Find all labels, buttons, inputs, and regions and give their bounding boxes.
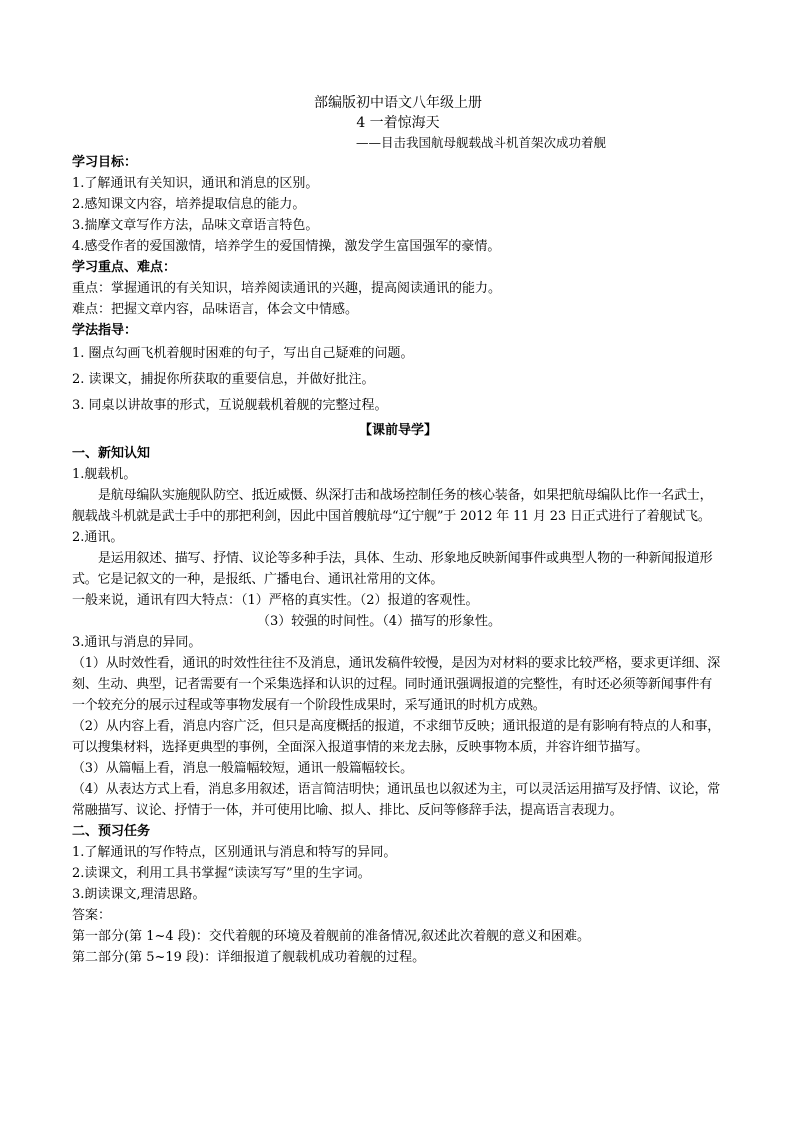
item1-text: 是航母编队实施舰队防空、抵近威慑、纵深打击和战场控制任务的核心装备，如果把航母编队比作一名武士，舰载战斗机就是武士手中的那把利剑，因此中国首艘航母“辽宁舰”于 2012 年 11 月 23 日正式进行了着舰试飞。 (72, 488, 713, 524)
method-item: 1. 圈点勾画飞机着舰时困难的句子，写出自己疑难的问题。 (72, 346, 414, 361)
goal-item: 2.感知课文内容，培养提取信息的能力。 (72, 197, 306, 212)
preview-title: 【课前导学】 (358, 423, 437, 438)
item2-title: 2.通讯。 (72, 530, 124, 545)
section1-heading: 一、新知认知 (72, 446, 151, 461)
item2-text: 是运用叙述、描写、抒情、议论等多种手法，具体、生动、形象地反映新闻事件或典型人物的一种新闻报道形式。它是记叙文的一种，是报纸、广播电台、通讯社常用的文体。 (72, 551, 713, 587)
item1-title: 1.舰载机。 (72, 467, 137, 482)
goals-heading: 学习目标： (72, 155, 138, 170)
diff-paragraph: （3）从篇幅上看，消息一般篇幅较短，通讯一般篇幅较长。 (72, 761, 413, 776)
method-heading: 学法指导： (72, 323, 138, 338)
lesson-subtitle: ——目击我国航母舰载战斗机首架次成功着舰 (355, 135, 606, 150)
task-item: 1.了解通讯的写作特点，区别通讯与消息和特写的异同。 (72, 845, 397, 860)
features-line: 一般来说，通讯有四大特点：（1）严格的真实性。（2）报道的客观性。 (72, 593, 479, 608)
answer-label: 答案： (72, 908, 112, 923)
features-line: （3）较强的时间性。（4）描写的形象性。 (257, 614, 502, 629)
keypoints-heading: 学习重点、难点： (72, 260, 177, 275)
goal-item: 1.了解通讯有关知识，通讯和消息的区别。 (72, 176, 319, 191)
task-item: 2.读课文，利用工具书掌握“读读写写”里的生字词。 (72, 866, 371, 881)
answer-item: 第一部分(第 1~4 段)：交代着舰的环境及着舰前的准备情况,叙述此次着舰的意义和困难。 (72, 929, 590, 944)
diff-paragraph: （4）从表达方式上看，消息多用叙述，语言简洁明快；通讯虽也以叙述为主，可以灵活运用描写及抒情、议论，常常融描写、议论、抒情于一体，并可使用比喻、拟人、排比、反问等修辞手法，提高语言表现力。 (72, 782, 721, 818)
task-item: 3.朗读课文,理清思路。 (72, 887, 206, 902)
diff-paragraph: （2）从内容上看，消息内容广泛，但只是高度概括的报道，不求细节反映；通讯报道的是有影响有特点的人和事，可以搜集材料，选择更典型的事例，全面深入报道事情的来龙去脉，反映事物本质，并容许细节描写。 (72, 719, 721, 755)
item3-title: 3.通讯与消息的异同。 (72, 635, 202, 650)
diff-paragraph: （1）从时效性看，通讯的时效性往往不及消息，通讯发稿件较慢，是因为对材料的要求比较严格，要求更详细、深刻、生动、典型，记者需要有一个采集选择和认识的过程。同时通讯强调报道的完整性，有时还必须等新闻事件有一个较充分的展示过程或等事物发展有一个阶段性成果时，采写通讯的时机方成熟。 (72, 656, 721, 713)
document-content (72, 93, 724, 968)
section2-heading: 二、预习任务 (72, 824, 151, 839)
document-title: 部编版初中语文八年级上册 (314, 95, 482, 111)
lesson-title: 4 一着惊海天 (356, 115, 440, 131)
method-item: 2. 读课文，捕捉你所获取的重要信息，并做好批注。 (72, 372, 375, 387)
keypoint-item: 难点：把握文章内容，品味语言，体会文中情感。 (72, 302, 359, 317)
goal-item: 4.感受作者的爱国激情，培养学生的爱国情操，激发学生富国强军的豪情。 (72, 239, 501, 254)
keypoint-item: 重点：掌握通讯的有关知识，培养阅读通讯的兴趣，提高阅读通讯的能力。 (72, 281, 502, 296)
answer-item: 第二部分(第 5~19 段)：详细报道了舰载机成功着舰的过程。 (72, 950, 426, 965)
method-item: 3. 同桌以讲故事的形式，互说舰载机着舰的完整过程。 (72, 398, 388, 413)
goal-item: 3.揣摩文章写作方法，品味文章语言特色。 (72, 218, 319, 233)
